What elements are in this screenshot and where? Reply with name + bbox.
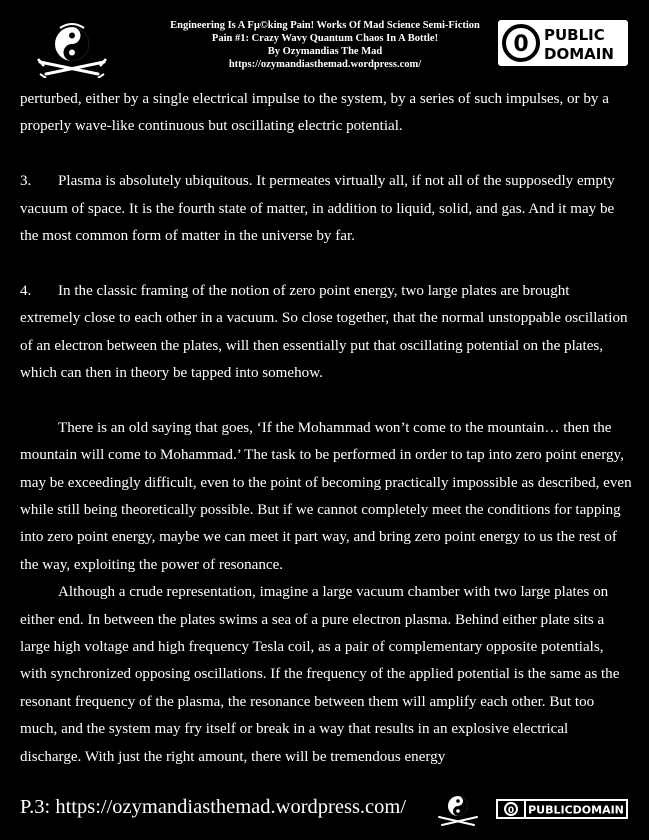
footer-yin-yang-icon: [436, 793, 480, 827]
list-number: 3.: [20, 173, 32, 190]
paragraph-saying: [20, 415, 632, 579]
badge-text-public: PUBLIC: [544, 26, 605, 44]
paragraph-continued: perturbed, either by a single electrical impulse to the system, by a series of such impulses, or by a properly wave-like continuous but oscillating electric potential.: [20, 91, 609, 135]
footer-page-url: P.3: https://ozymandiasthemad.wordpress.com/: [20, 796, 407, 818]
header-line-4: https://ozymandiasthemad.wordpress.com/: [228, 59, 422, 70]
footer-public-domain-badge: [496, 799, 628, 819]
paragraph-text: Although a crude representation, imagine a large vacuum chamber with two large plates on either end. In between the plates swims a sea of a pure electron plasma. Behind either plate sits a large high voltage and high frequency Tesla coil, as a pair of complementary opposite potentials, with synchronized opposing oscillations. If the frequency of the applied potential is the same as the resonant frequency of the plasma, the resonance between them will amplify each other. But too much, and the system may fry itself or break in a way that results in an explosive electrical discharge. With just the right amount, there will be tremendous energy: [20, 584, 620, 765]
paragraph-text: There is an old saying that goes, ‘If the Mohammad won’t come to the mountain… then the mountain will come to Mohammad.’ The task to be performed in order to tap into zero point energy, may be exceedingly difficult, even to the point of becoming practically impossible as described, even while still being theoretically possible. But if we cannot completely meet the conditions for tapping into zero point energy, maybe we can meet it part way, and bring zero point energy to us the rest of the way, exploiting the power of resonance.: [20, 419, 632, 573]
badge-text-domain: DOMAIN: [544, 45, 614, 63]
footer-badge-text: PUBLICDOMAIN: [528, 803, 624, 817]
svg-text:0: 0: [507, 806, 515, 816]
yin-yang-crossed-swords-icon: [36, 22, 108, 78]
public-domain-badge: [498, 20, 628, 66]
page-header: [0, 0, 649, 82]
header-line-1: Engineering Is A Fµ©king Pain! Works Of Mad Science Semi-Fiction: [170, 20, 480, 31]
svg-text:0: 0: [513, 32, 529, 57]
list-item-4: [20, 278, 632, 388]
list-text: Plasma is absolutely ubiquitous. It permeates virtually all, if not all of the supposedly empty vacuum of space. It is the fourth state of matter, in addition to liquid, solid, and gas. And it may be the most common form of matter in the universe by far.: [20, 173, 615, 245]
list-number: 4.: [20, 282, 32, 299]
header-title-block: [140, 19, 510, 71]
list-text: In the classic framing of the notion of zero point energy, two large plates are brought extremely close to each other in a vacuum. So close together, that the normal unstoppable oscillation of an electron between the plates, will then essentially put that oscillating potential on the plates, which can then in theory be tapped into somehow.: [20, 282, 628, 382]
list-item-3: [20, 168, 632, 250]
page-body: [20, 86, 632, 771]
paragraph-chamber: [20, 579, 632, 771]
header-line-2: Pain #1: Crazy Wavy Quantum Chaos In A Bottle!: [211, 33, 439, 44]
header-line-3: By Ozymandias The Mad: [267, 46, 383, 57]
